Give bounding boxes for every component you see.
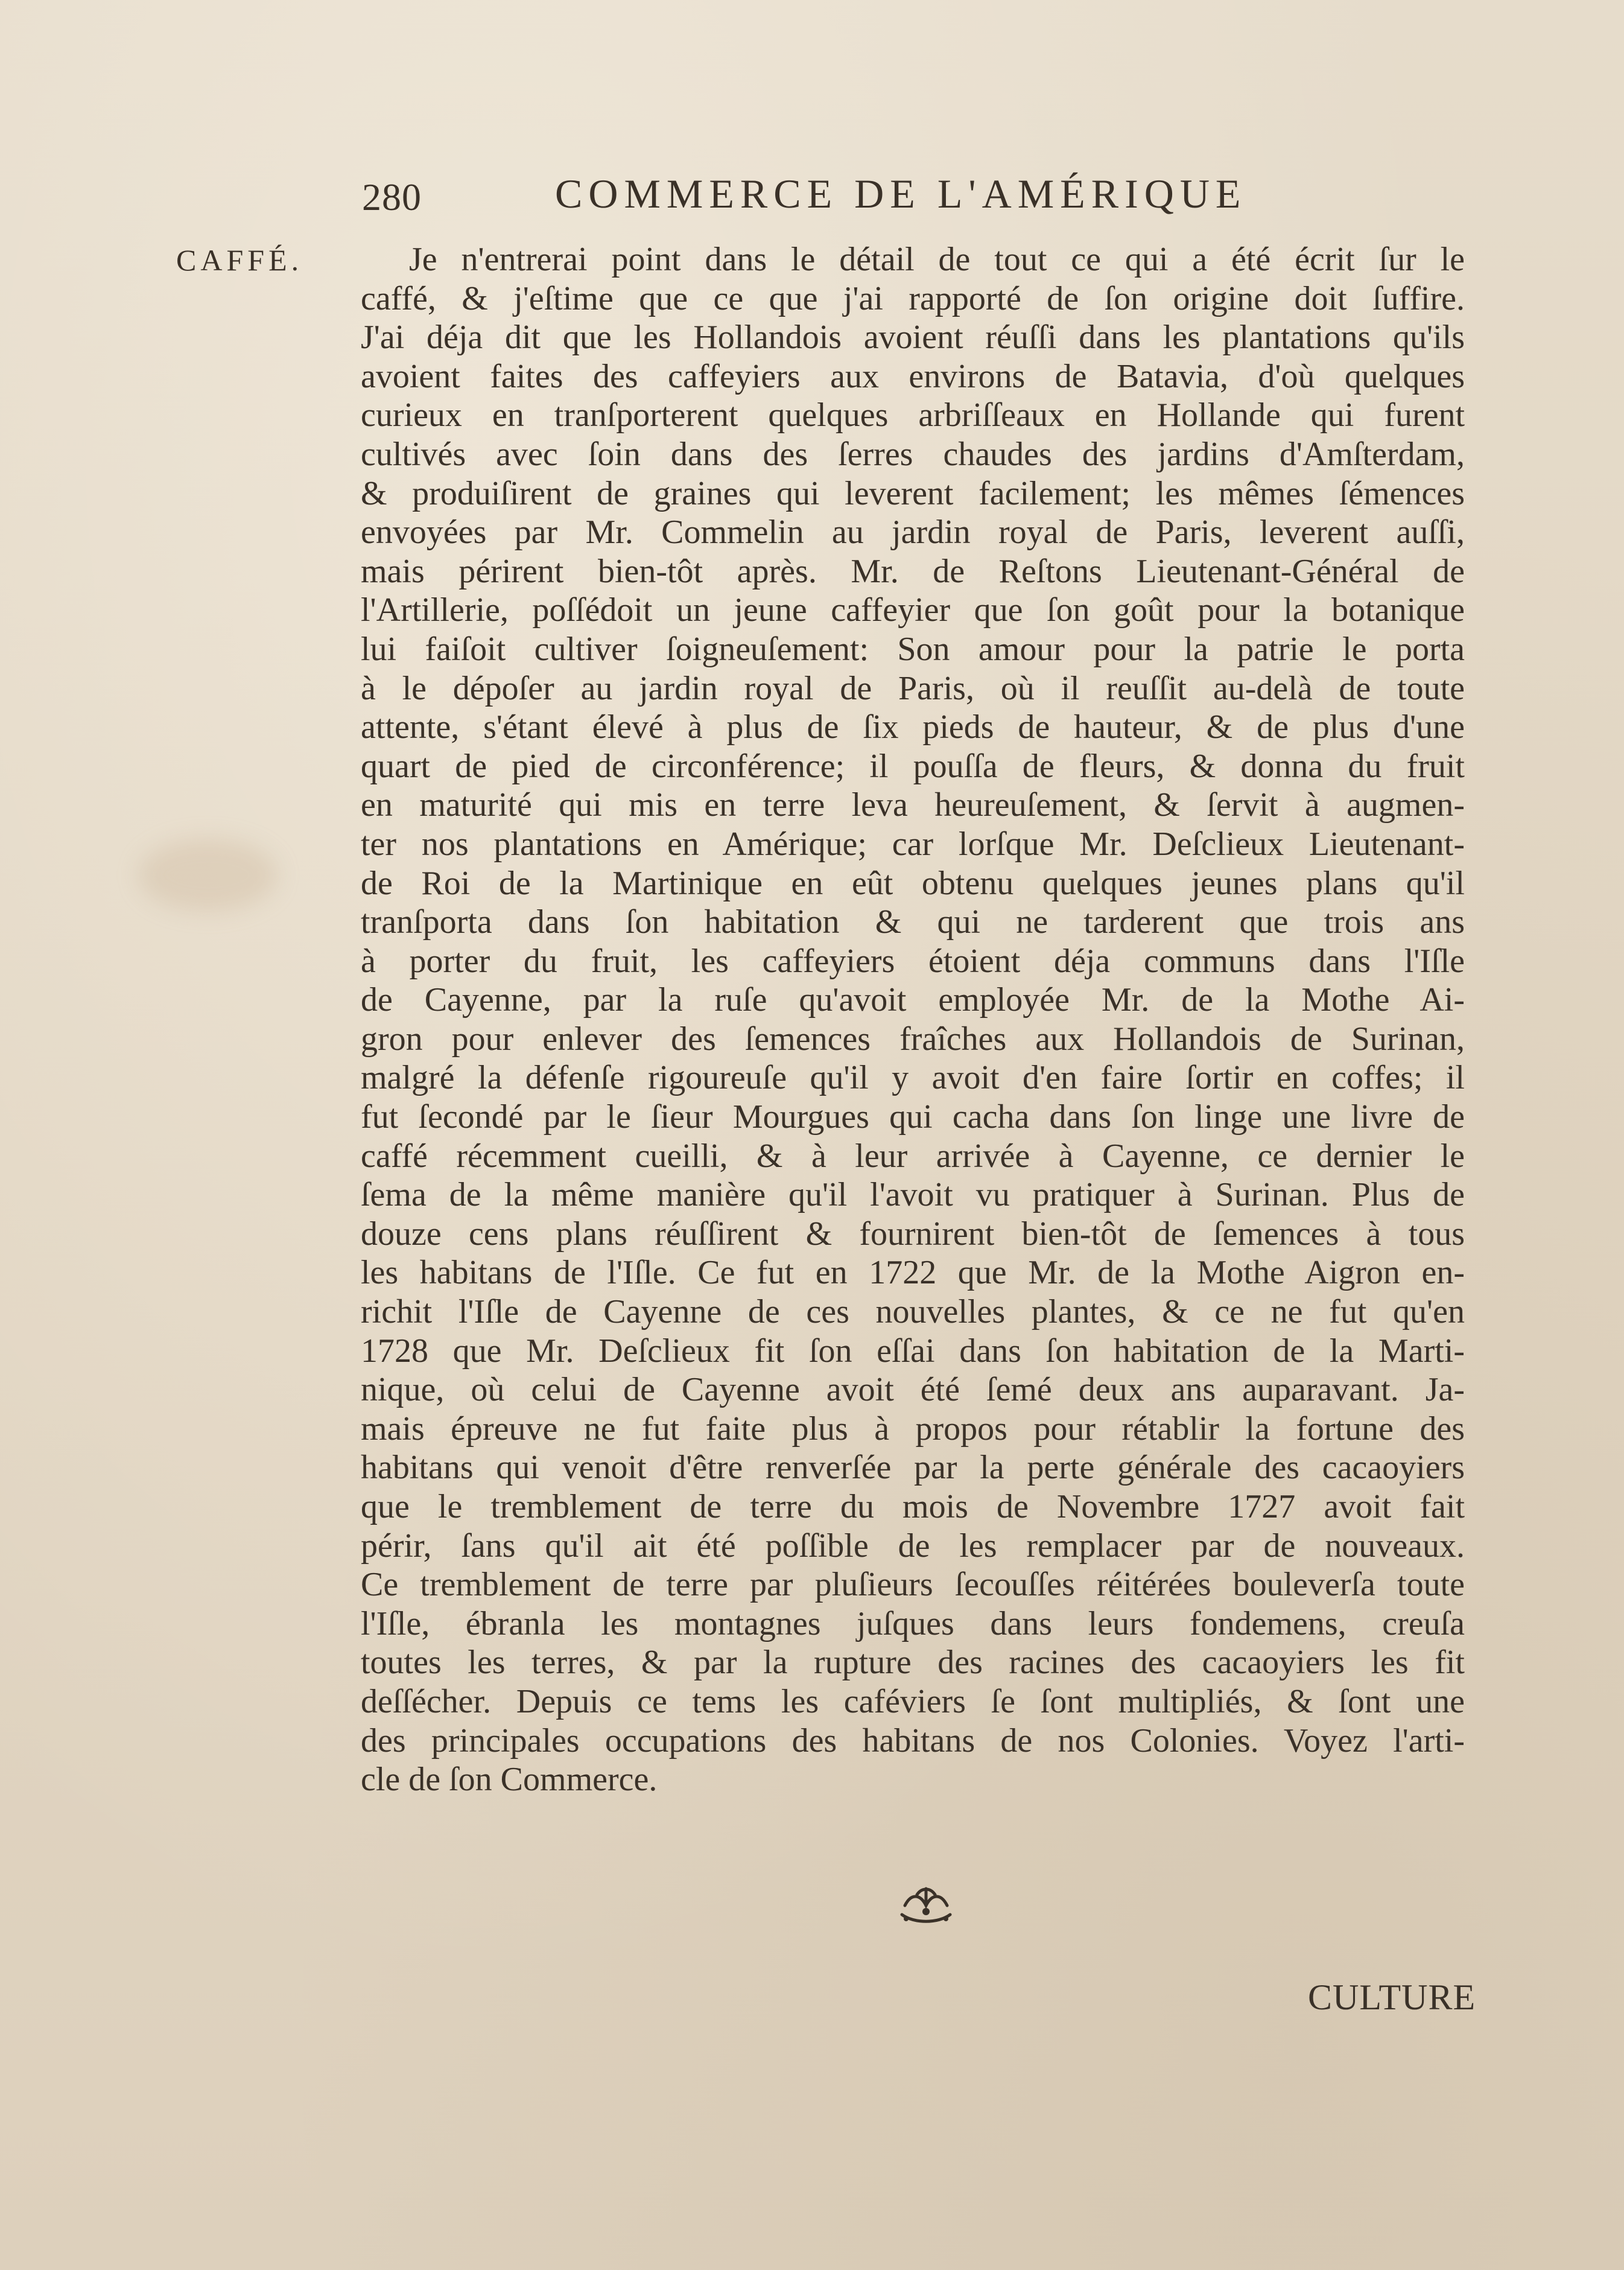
text-line: ſema de la même manière qu'il l'avoit vu pratiquer à Surinan. Plus de (361, 1176, 1465, 1214)
text-line: des principales occupations des habitans de nos Colonies. Voyez l'arti- (361, 1722, 1465, 1760)
text-line: cultivés avec ſoin dans des ſerres chaudes des jardins d'Amſterdam, (361, 435, 1465, 473)
text-line: Ce tremblement de terre par pluſieurs ſecouſſes réitérées bouleverſa toute (361, 1566, 1465, 1604)
running-title: COMMERCE DE L'AMÉRIQUE (555, 171, 1247, 217)
text-line: habitans qui venoit d'être renverſée par la perte générale des cacaoyiers (361, 1449, 1465, 1487)
text-line: périr, ſans qu'il ait été poſſible de les remplacer par de nouveaux. (361, 1527, 1465, 1565)
text-line: malgré la défenſe rigoureuſe qu'il y avoit d'en faire ſortir en coffes; il (361, 1059, 1465, 1097)
text-line: de Roi de la Martinique en eût obtenu quelques jeunes plans qu'il (361, 864, 1465, 902)
text-line: de Cayenne, par la ruſe qu'avoit employée Mr. de la Mothe Ai- (361, 981, 1465, 1019)
text-line: l'Artillerie, poſſédoit un jeune caffeyier que ſon goût pour la botanique (361, 591, 1465, 629)
text-line: deſſécher. Depuis ce tems les caféviers ſe ſont multipliés, & ſont une (361, 1682, 1465, 1720)
text-line: richit l'Iſle de Cayenne de ces nouvelles plantes, & ce ne fut qu'en (361, 1293, 1465, 1331)
text-line: & produiſirent de graines qui leverent facilement; les mêmes ſémences (361, 474, 1465, 512)
text-line: quart de pied de circonférence; il pouſſa de fleurs, & donna du fruit (361, 747, 1465, 785)
text-line: lui faiſoit cultiver ſoigneuſement: Son amour pour la patrie le porta (361, 630, 1465, 668)
text-line: 1728 que Mr. Deſclieux fit ſon eſſai dans ſon habitation de la Marti- (361, 1332, 1465, 1370)
text-line: l'Iſle, ébranla les montagnes juſques dans leurs fondemens, creuſa (361, 1604, 1465, 1642)
text-line: les habitans de l'Iſle. Ce fut en 1722 que Mr. de la Mothe Aigron en- (361, 1254, 1465, 1292)
page-number: 280 (362, 176, 422, 218)
text-line: Je n'entrerai point dans le détail de tout ce qui a été écrit ſur le (409, 241, 1465, 278)
text-line: nique, où celui de Cayenne avoit été ſemé deux ans auparavant. Ja- (361, 1371, 1465, 1409)
text-line: mais épreuve ne fut faite plus à propos pour rétablir la fortune des (361, 1410, 1465, 1448)
text-line: à porter du fruit, les caffeyiers étoient déja communs dans l'Iſle (361, 942, 1465, 980)
body-text (361, 240, 1465, 1799)
paper-stain (139, 839, 278, 911)
floral-fleuron-icon (893, 1881, 959, 1930)
text-line: envoyées par Mr. Commelin au jardin royal de Paris, leverent auſſi, (361, 513, 1465, 552)
text-line: J'ai déja dit que les Hollandois avoient réuſſi dans les plantations qu'ils (361, 319, 1465, 357)
text-line: toutes les terres, & par la rupture des racines des cacaoyiers les fit (361, 1644, 1465, 1682)
text-line: en maturité qui mis en terre leva heureuſement, & ſervit à augmen- (361, 786, 1465, 824)
text-line: caffé récemment cueilli, & à leur arrivée à Cayenne, ce dernier le (361, 1137, 1465, 1175)
text-line: caffé, & j'eſtime que ce que j'ai rapporté de ſon origine doit ſuffire. (361, 279, 1465, 317)
text-line: fut ſecondé par le ſieur Mourgues qui cacha dans ſon linge une livre de (361, 1098, 1465, 1136)
margin-note: CAFFÉ. (176, 243, 303, 277)
text-line: tranſporta dans ſon habitation & qui ne tarderent que trois ans (361, 903, 1465, 941)
text-line: à le dépoſer au jardin royal de Paris, où il reuſſit au-delà de toute (361, 669, 1465, 707)
catchword: CULTURE (1308, 1977, 1476, 2017)
text-line: douze cens plans réuſſirent & fournirent bien-tôt de ſemences à tous (361, 1215, 1465, 1253)
text-line: gron pour enlever des ſemences fraîches aux Hollandois de Surinan, (361, 1020, 1465, 1058)
text-line: avoient faites des caffeyiers aux environs de Batavia, d'où quelques (361, 357, 1465, 395)
text-line: que le tremblement de terre du mois de Novembre 1727 avoit fait (361, 1488, 1465, 1525)
text-line: attente, s'étant élevé à plus de ſix pieds de hauteur, & de plus d'une (361, 708, 1465, 746)
text-line: cle de ſon Commerce. (361, 1761, 658, 1799)
text-line: curieux en tranſporterent quelques arbriſſeaux en Hollande qui furent (361, 396, 1465, 434)
text-line: ter nos plantations en Amérique; car lorſque Mr. Deſclieux Lieutenant- (361, 825, 1465, 863)
page-header (362, 170, 1388, 224)
text-line: mais périrent bien-tôt après. Mr. de Reſtons Lieutenant-Général de (361, 552, 1465, 590)
